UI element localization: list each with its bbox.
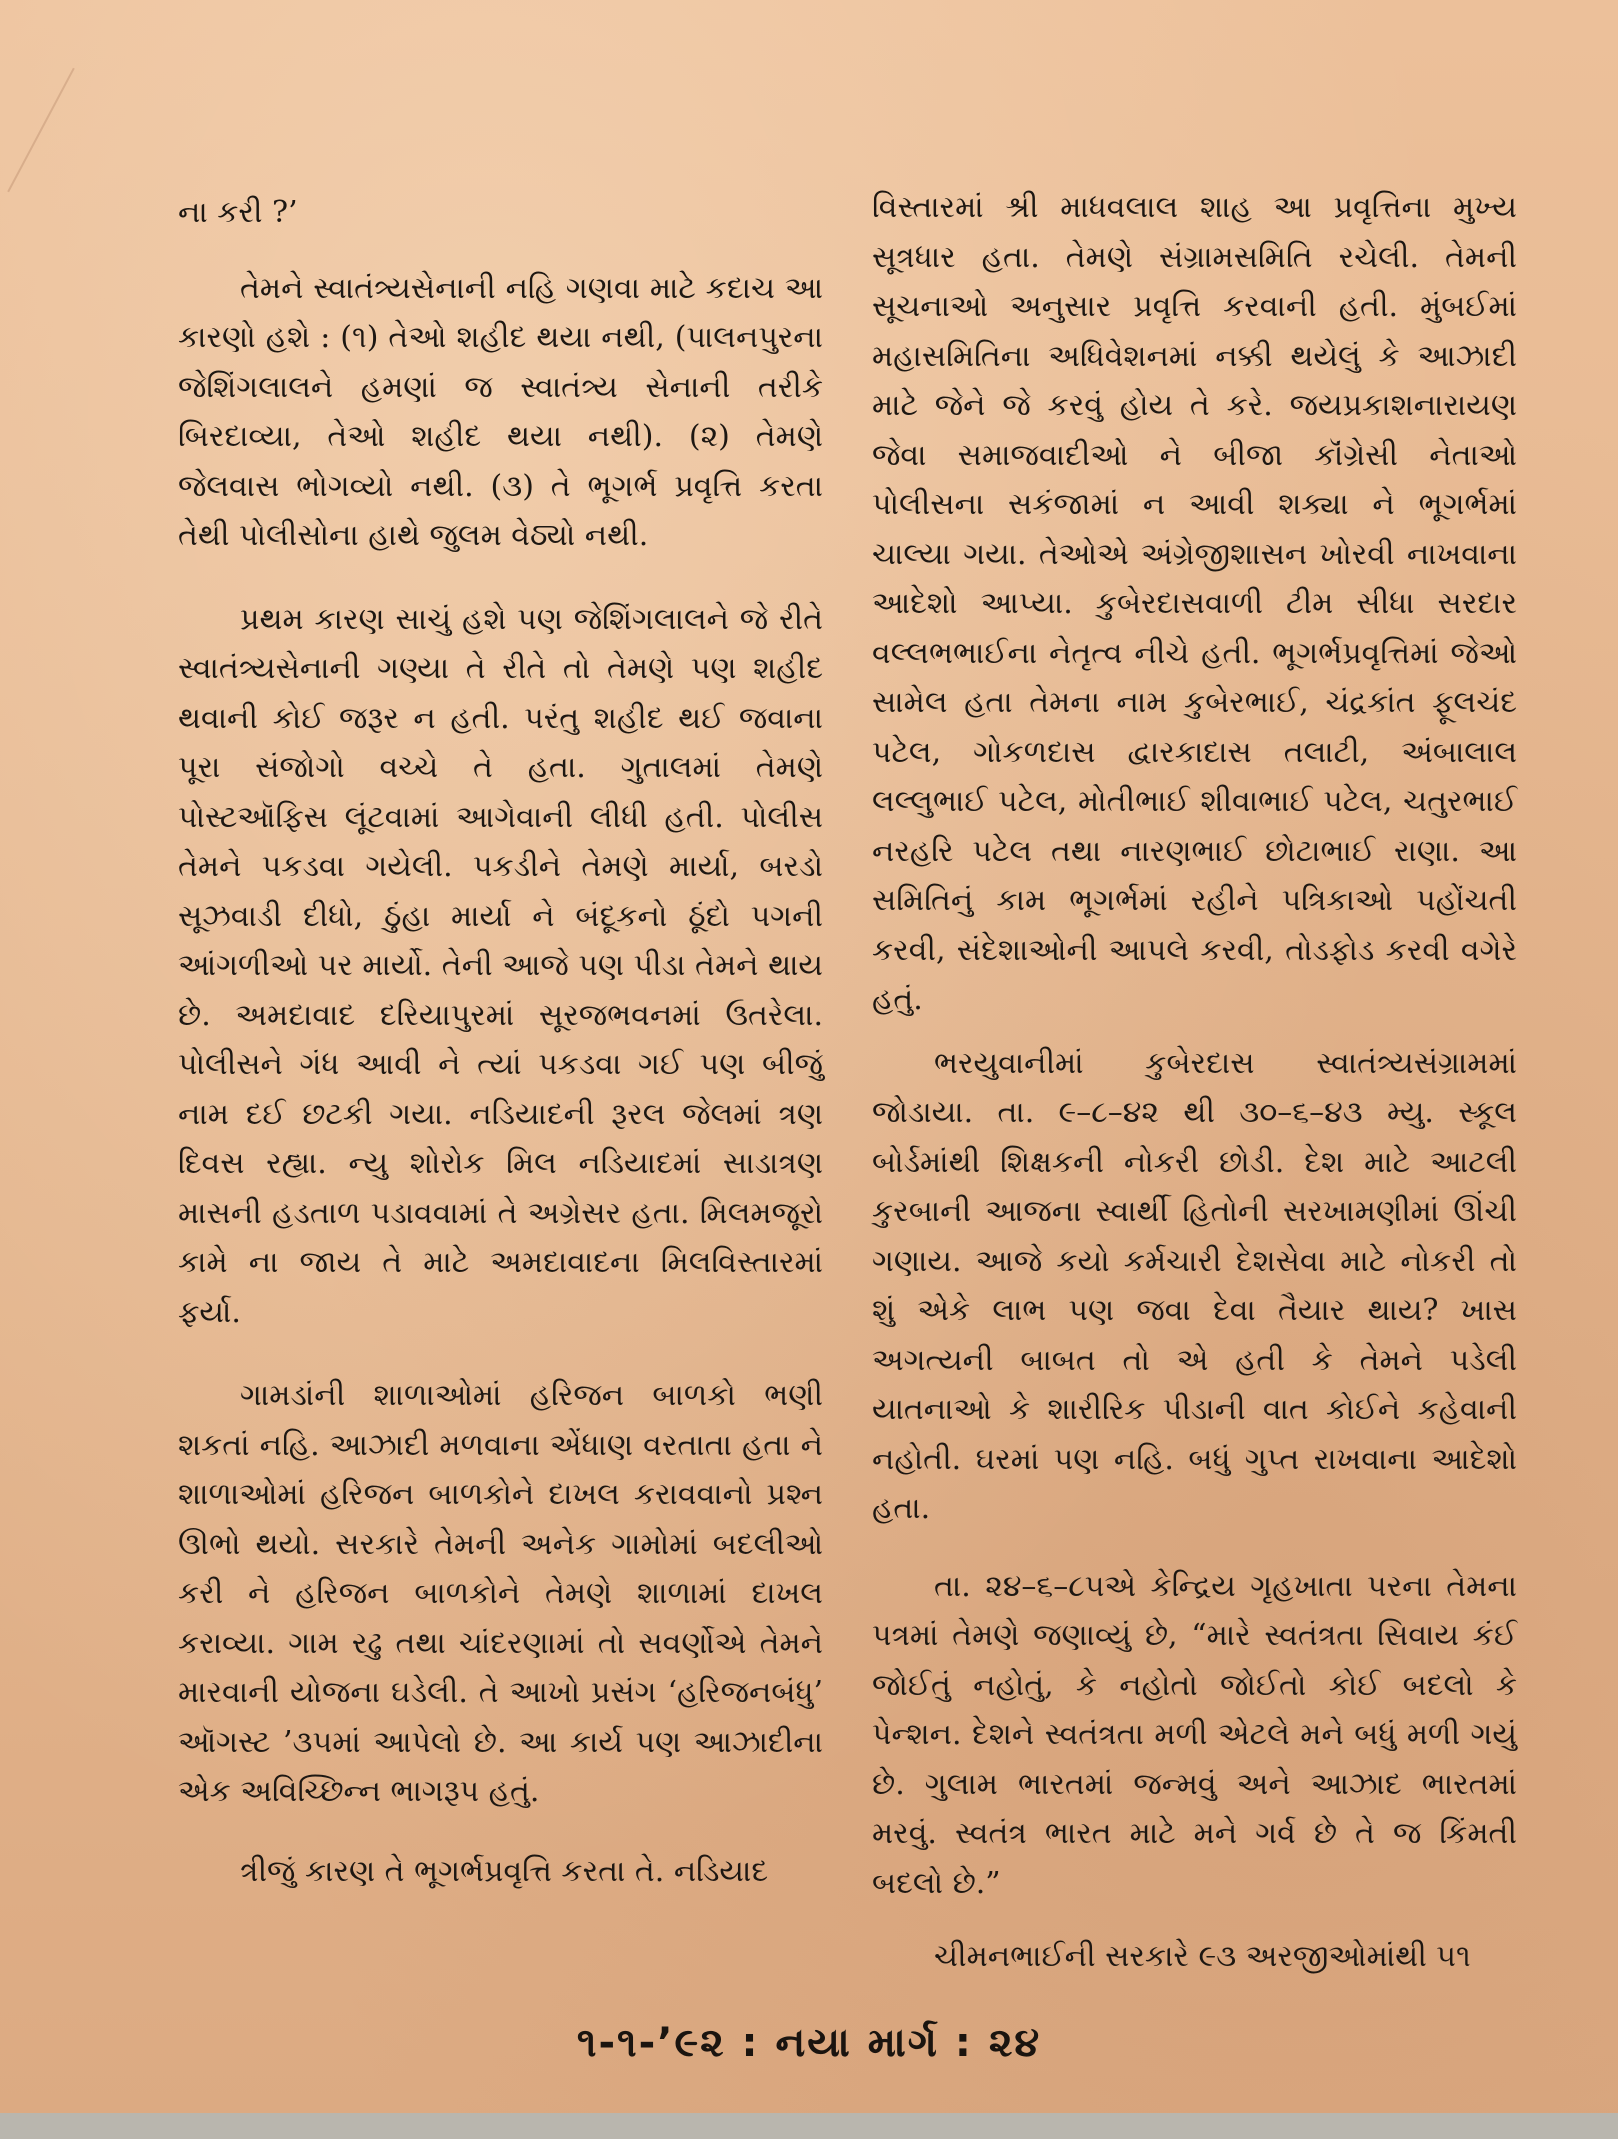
left-column <box>178 188 823 1896</box>
scan-background-strip <box>0 2113 1618 2139</box>
paragraph: તા. ૨૪–૬–૮૫એ કેન્દ્રિય ગૃહખાતા પરના તેમના પત્રમાં તેમણે જણાવ્યું છે, “મારે સ્વતંત્રતા સિવાય કંઈ જોઈતું નહોતું, કે નહોતો જોઈતો કોઈ બદલો કે પેન્શન. દેશને સ્વતંત્રતા મળી એટલે મને બધું મળી ગયું છે. ગુલામ ભારતમાં જન્મવું અને આઝાદ ભારતમાં મરવું. સ્વતંત્ર ભારત માટે મને ગર્વ છે તે જ કિંમતી બદલો છે.” <box>872 1568 1517 1901</box>
paragraph: ના કરી ?’ <box>178 195 298 230</box>
paragraph: તેમને સ્વાતંત્ર્યસેનાની નહિ ગણવા માટે કદાચ આ કારણો હશે : (૧) તેઓ શહીદ થયા નથી, (પાલનપુરના જેશિંગલાલને હમણાં જ સ્વાતંત્ર્ય સેનાની તરીકે બિરદાવ્યા, તેઓ શહીદ થયા નથી). (૨) તેમણે જેલવાસ ભોગવ્યો નથી. (૩) તે ભૂગર્ભ પ્રવૃત્તિ કરતા તેથી પોલીસોના હાથે જુલમ વેઠ્યો નથી. <box>178 270 823 553</box>
paragraph: પ્રથમ કારણ સાચું હશે પણ જેશિંગલાલને જે રીતે સ્વાતંત્ર્યસેનાની ગણ્યા તે રીતે તો તેમણે પણ શહીદ થવાની કોઈ જરૂર ન હતી. પરંતુ શહીદ થઈ જવાના પૂરા સંજોગો વચ્ચે તે હતા. ગુતાલમાં તેમણે પોસ્ટઑફિસ લૂંટવામાં આગેવાની લીધી હતી. પોલીસ તેમને પકડવા ગયેલી. પકડીને તેમણે માર્યા, બરડો સૂઝવાડી દીધો, ઠુંહા માર્યા ને બંદૂકનો ઠૂંદો પગની આંગળીઓ પર માર્યો. તેની આજે પણ પીડા તેમને થાય છે. અમદાવાદ દરિયાપુરમાં સૂરજભવનમાં ઉતરેલા. પોલીસને ગંધ આવી ને ત્યાં પકડવા ગઈ પણ બીજું નામ દઈ છટકી ગયા. નડિયાદની રૂરલ જેલમાં ત્રણ દિવસ રહ્યા. ન્યુ શોરોક મિલ નડિયાદમાં સાડાત્રણ માસની હડતાળ પડાવવામાં તે અગ્રેસર હતા. મિલમજૂરો કામે ના જાય તે માટે અમદાવાદના મિલવિસ્તારમાં ફર્યા. <box>178 601 823 1330</box>
paragraph: ગામડાંની શાળાઓમાં હરિજન બાળકો ભણી શકતાં નહિ. આઝાદી મળવાના એંધાણ વરતાતા હતા ને શાળાઓમાં હરિજન બાળકોને દાખલ કરાવવાનો પ્રશ્ન ઊભો થયો. સરકારે તેમની અનેક ગામોમાં બદલીઓ કરી ને હરિજન બાળકોને તેમણે શાળામાં દાખલ કરાવ્યા. ગામ રઢુ તથા ચાંદરણામાં તો સવર્ણોએ તેમને મારવાની યોજના ઘડેલી. તે આખો પ્રસંગ ‘હરિજનબંધુ’ ઑગસ્ટ ’૩૫માં આપેલો છે. આ કાર્ય પણ આઝાદીના એક અવિચ્છિન્ન ભાગરૂપ હતું. <box>178 1378 823 1809</box>
paragraph: ત્રીજું કારણ તે ભૂગર્ભપ્રવૃત્તિ કરતા તે. નડિયાદ <box>240 1853 769 1889</box>
paper-crease <box>7 68 74 193</box>
paragraph: ભરયુવાનીમાં કુબેરદાસ સ્વાતંત્ર્યસંગ્રામમાં જોડાયા. તા. ૯–૮–૪૨ થી ૩૦–૬–૪૩ મ્યુ. સ્કૂલ બોર્ડમાંથી શિક્ષકની નોકરી છોડી. દેશ માટે આટલી કુરબાની આજના સ્વાર્થી હિતોની સરખામણીમાં ઊંચી ગણાય. આજે કયો કર્મચારી દેશસેવા માટે નોકરી તો શું એકે લાભ પણ જવા દેવા તૈયાર થાય? ખાસ અગત્યની બાબત તો એ હતી કે તેમને પડેલી યાતનાઓ કે શારીરિક પીડાની વાત કોઈને કહેવાની નહોતી. ઘરમાં પણ નહિ. બધું ગુપ્ત રાખવાના આદેશો હતા. <box>872 1045 1517 1526</box>
right-column <box>872 183 1517 1982</box>
paragraph: ચીમનભાઈની સરકારે ૯૩ અરજીઓમાંથી ૫૧ <box>934 1939 1471 1974</box>
page-footer: ૧-૧-’૯૨ : નયા માર્ગ : ૨૪ <box>576 2020 1042 2066</box>
paragraph: વિસ્તારમાં શ્રી માધવલાલ શાહ આ પ્રવૃત્તિના મુખ્ય સૂત્રધાર હતા. તેમણે સંગ્રામસમિતિ રચેલી. તેમની સૂચનાઓ અનુસાર પ્રવૃત્તિ કરવાની હતી. મુંબઈમાં મહાસમિતિના અધિવેશનમાં નક્કી થયેલું કે આઝાદી માટે જેને જે કરવું હોય તે કરે. જયપ્રકાશનારાયણ જેવા સમાજવાદીઓ ને બીજા કૉંગ્રેસી નેતાઓ પોલીસના સકંજામાં ન આવી શક્યા ને ભૂગર્ભમાં ચાલ્યા ગયા. તેઓએ અંગ્રેજીશાસન ખોરવી નાખવાના આદેશો આપ્યા. કુબેરદાસવાળી ટીમ સીધા સરદાર વલ્લભભાઈના નેતૃત્વ નીચે હતી. ભૂગર્ભપ્રવૃત્તિમાં જેઓ સામેલ હતા તેમના નામ કુબેરભાઈ, ચંદ્રકાંત ફૂલચંદ પટેલ, ગોકળદાસ દ્વારકાદાસ તલાટી, અંબાલાલ લલ્લુભાઈ પટેલ, મોતીભાઈ શીવાભાઈ પટેલ, ચતુરભાઈ નરહરિ પટેલ તથા નારણભાઈ છોટાભાઈ રાણા. આ સમિતિનું કામ ભૂગર્ભમાં રહીને પત્રિકાઓ પહોંચતી કરવી, સંદેશાઓની આપલે કરવી, તોડફોડ કરવી વગેરે હતું. <box>872 190 1517 1017</box>
